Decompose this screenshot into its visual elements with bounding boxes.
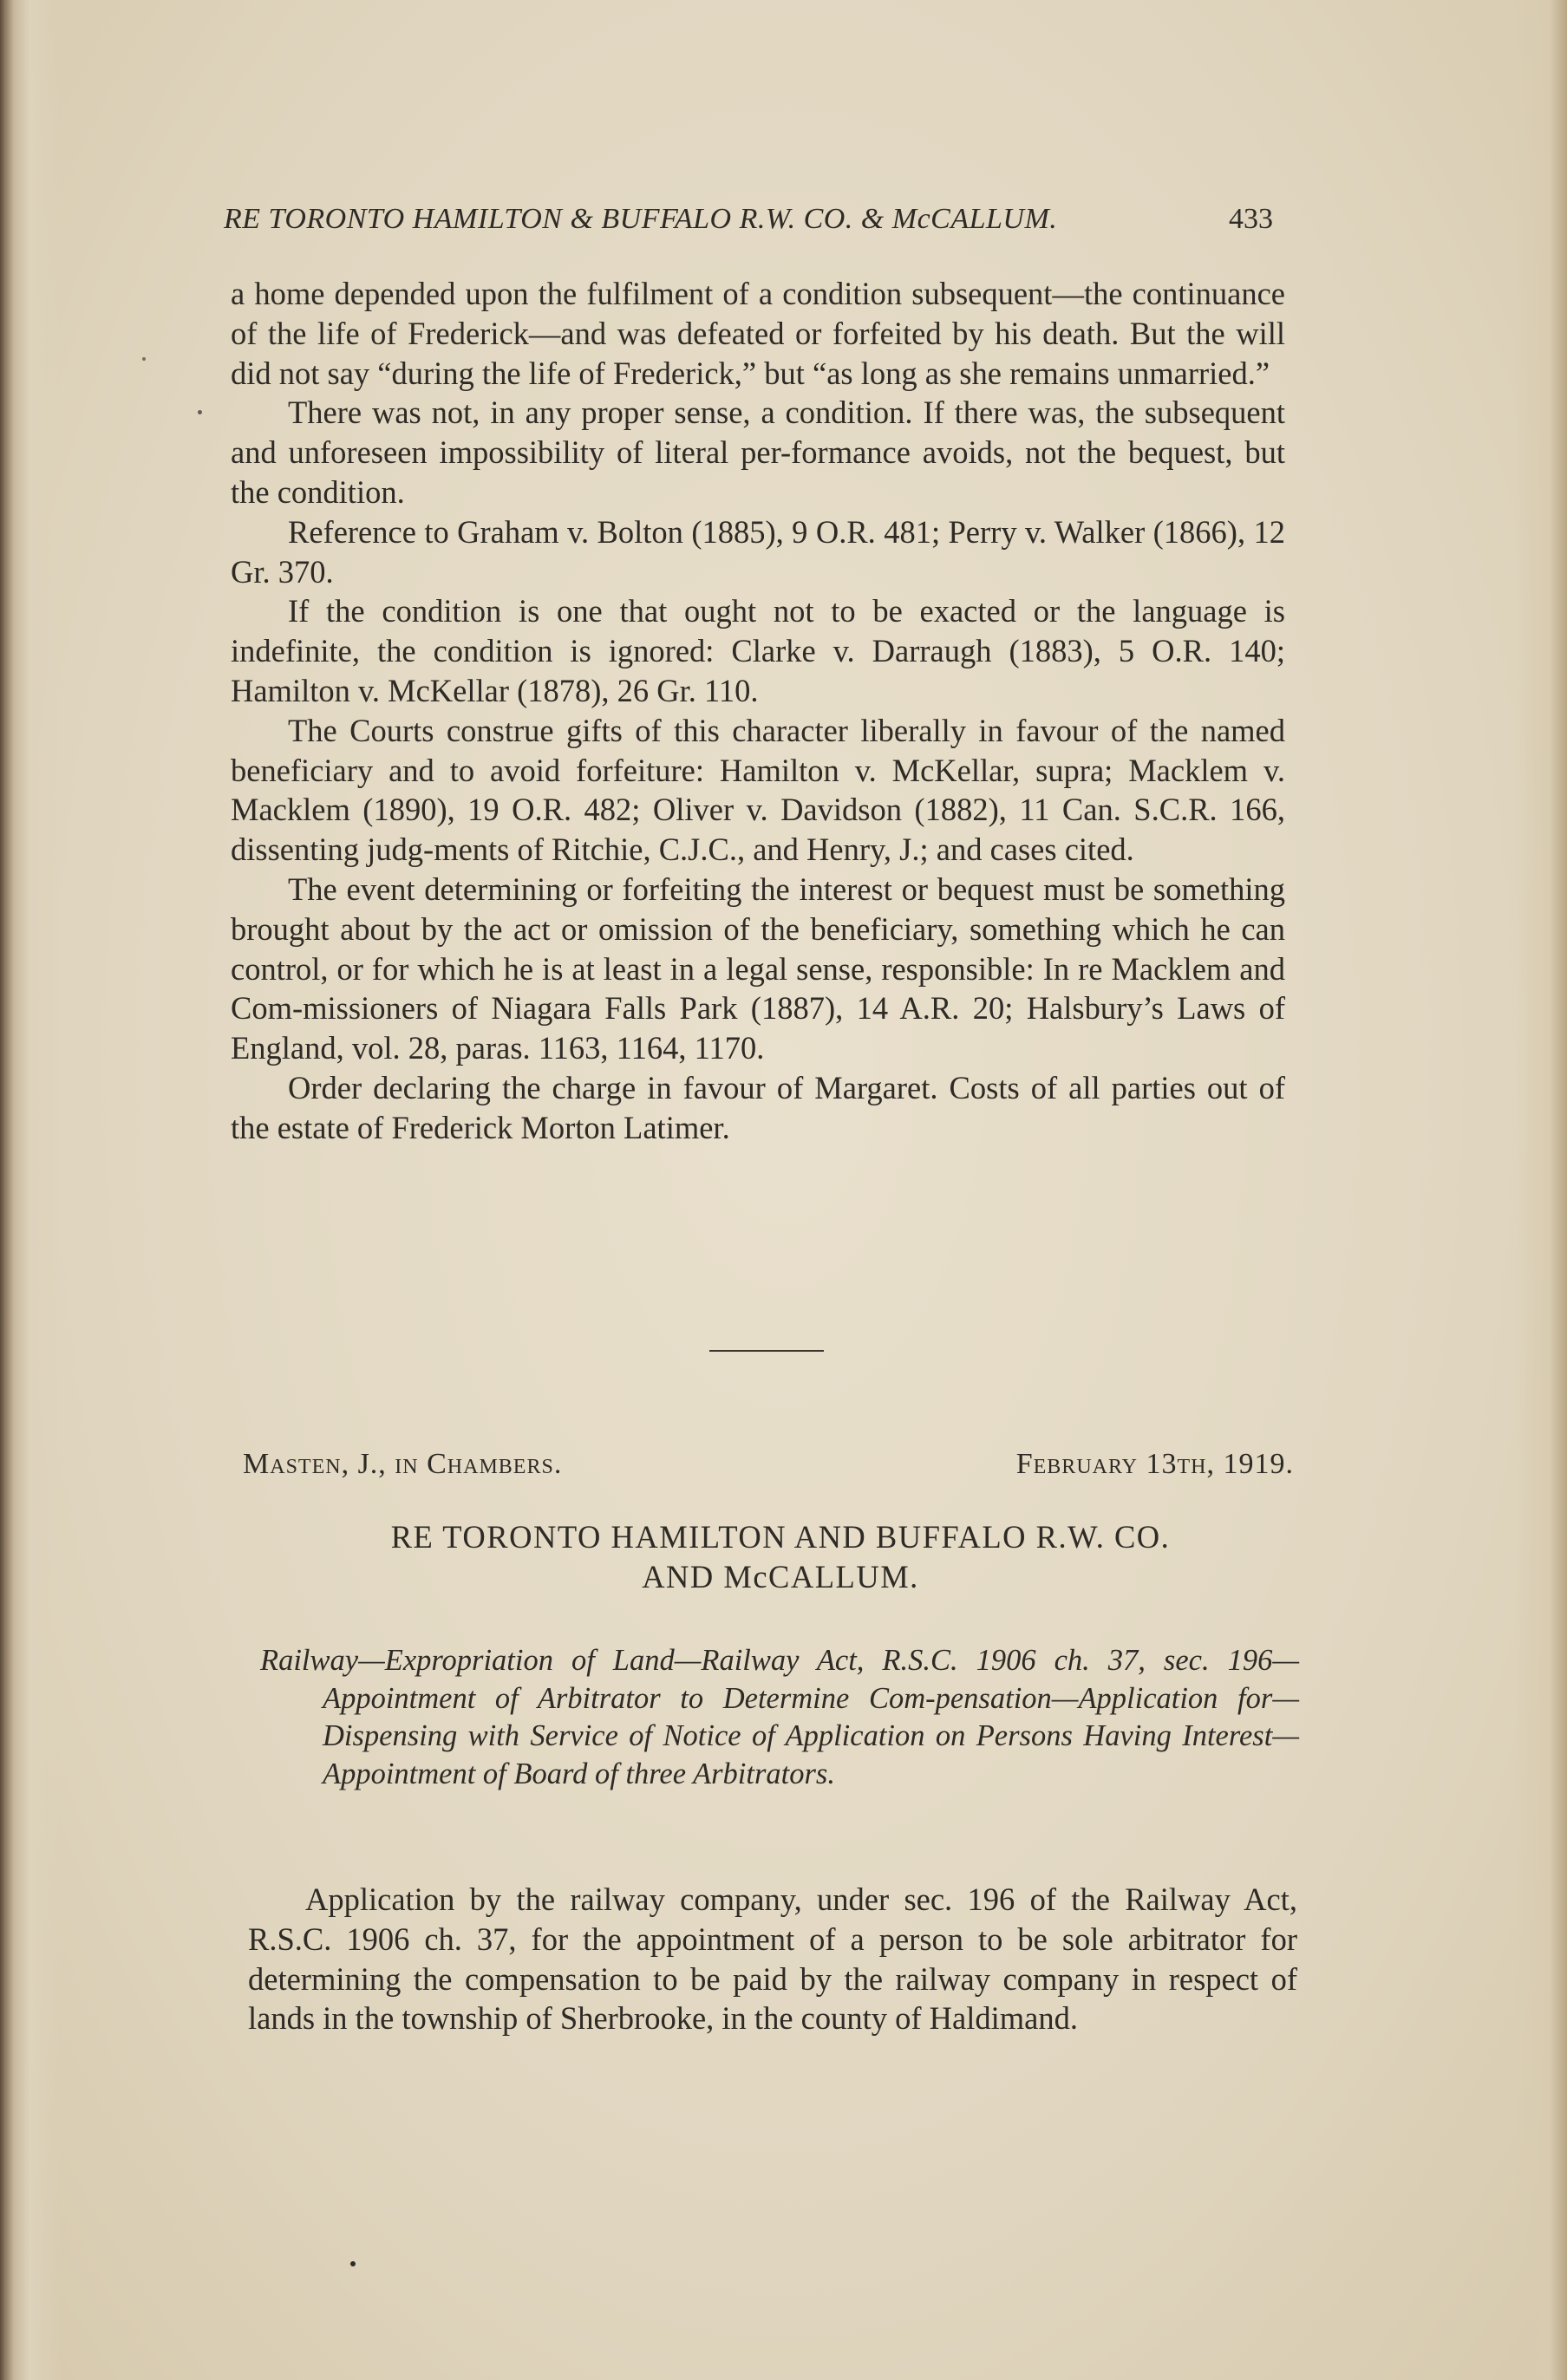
ink-speck: [142, 357, 146, 361]
paragraph: a home depended upon the fulfilment of a condition subsequent—the continuance of the life of Frederick—and was defeated or forfeited by his death. But the will did not say “during the life of Frederick,” but “as long as she remains unmarried.”: [231, 276, 1285, 391]
paragraph: Reference to Graham v. Bolton (1885), 9 O.R. 481; Perry v. Walker (1866), 12 Gr. 370.: [231, 513, 1285, 590]
paragraph: Order declaring the charge in favour of Margaret. Costs of all parties out of the estate of Frederick Morton Latimer.: [231, 1069, 1285, 1145]
case-title-line: AND McCALLUM.: [642, 1559, 919, 1594]
section-divider: [709, 1350, 824, 1352]
case-title: [260, 1517, 1301, 1597]
ink-speck: [350, 2261, 356, 2266]
opinion-continuation: [231, 274, 1285, 1148]
page-number: 433: [1229, 203, 1273, 235]
paragraph: The event determining or forfeiting the interest or bequest must be something brought about by the act or omission of the beneficiary, something which he can control, or for which he is at least in a legal sense, responsible: In re Macklem and Com-missioners of Niagara Falls Park (1887), 14 A.R. 20; Halsbury’s Laws of England, vol. 28, paras. 1163, 1164, 1170.: [231, 870, 1285, 1066]
paragraph: There was not, in any proper sense, a condition. If there was, the subsequent and unforeseen impossibility of literal per-formance avoids, not the bequest, but the condition.: [231, 394, 1285, 510]
judge-name: Masten, J., in Chambers.: [243, 1448, 563, 1480]
paragraph: If the condition is one that ought not to be exacted or the language is indefinite, the condition is ignored: Clarke v. Darraugh (1883), 5 O.R. 140; Hamilton v. McKellar (1878), 26 Gr. 110.: [231, 593, 1285, 708]
running-header: [224, 198, 1273, 241]
decision-date: February 13th, 1919.: [1015, 1448, 1294, 1480]
running-title: RE TORONTO HAMILTON & BUFFALO R.W. CO. & McCALLUM.: [224, 203, 1058, 235]
ink-speck: [198, 410, 202, 414]
application-paragraph: Application by the railway company, under sec. 196 of the Railway Act, R.S.C. 1906 ch. 37, for the appointment of a person to be sole arbitrator for determining the compensation to be paid by the railway company in respect of lands in the township of Sherbrooke, in the county of Haldimand.: [248, 1881, 1297, 2037]
case-title-line: RE TORONTO HAMILTON AND BUFFALO R.W. CO.: [390, 1519, 1171, 1555]
paragraph: The Courts construe gifts of this character liberally in favour of the named beneficiary and to avoid forfeiture: Hamilton v. McKellar, supra; Macklem v. Macklem (1890), 19 O.R. 482; Oliver v. Davidson (1882), 11 Can. S.C.R. 166, dissenting judg-ments of Ritchie, C.J.C., and Henry, J.; and cases cited.: [231, 712, 1285, 868]
headnote: Railway—Expropriation of Land—Railway Act, R.S.C. 1906 ch. 37, sec. 196—Appointment of Arbitrator to Determine Com-pensation—Application for—Dispensing with Service of Notice of Application on Persons Having Interest—Appointment of Board of three Arbitrators.: [260, 1644, 1299, 1790]
court-line: [243, 1443, 1294, 1486]
